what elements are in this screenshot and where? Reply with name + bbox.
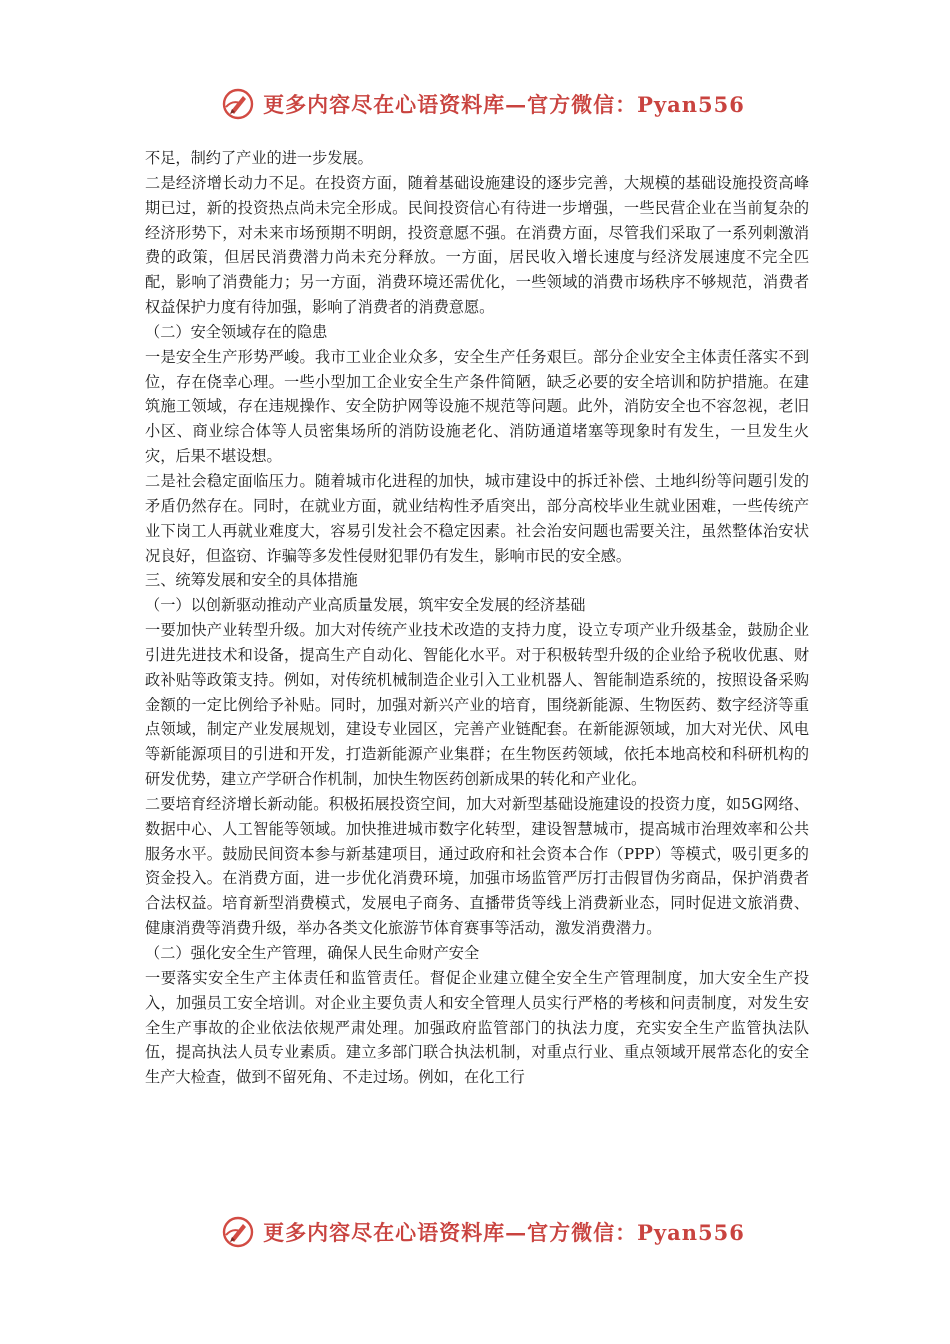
watermark-text: 更多内容尽在心语资料库—官方微信：Pyan556 [263, 1220, 745, 1245]
header-watermark-banner [0, 84, 950, 124]
paragraph: 二要培育经济增长新动能。积极拓展投资空间，加大对新型基础设施建设的投资力度，如5G网络、数据中心、人工智能等领域。加快推进城市数字化转型，建设智慧城市，提高城市治理效率和公共服务水平。鼓励民间资本参与新基建项目，通过政府和社会资本合作（PPP）等模式，吸引更多的资金投入。在消费方面，进一步优化消费环境，加强市场监管严厉打击假冒伪劣商品，保护消费者合法权益。培育新型消费模式，发展电子商务、直播带货等线上消费新业态，同时促进文旅消费、健康消费等消费升级，举办各类文化旅游节体育赛事等活动，激发消费潜力。 [145, 794, 809, 938]
paragraph: 二是社会稳定面临压力。随着城市化进程的加快，城市建设中的拆迁补偿、土地纠纷等问题引发的矛盾仍然存在。同时，在就业方面，就业结构性矛盾突出，部分高校毕业生就业困难，一些传统产业下岗工人再就业难度大，容易引发社会不稳定因素。社会治安问题也需要关注，虽然整体治安状况良好，但盗窃、诈骗等多发性侵财犯罪仍有发生，影响市民的安全感。 [145, 471, 809, 565]
section-heading: （二）安全领域存在的隐患 [145, 322, 328, 341]
footer-watermark-banner [0, 1212, 950, 1252]
paragraph: 不足，制约了产业的进一步发展。 [145, 149, 373, 167]
paragraph: 一要落实安全生产主体责任和监管责任。督促企业建立健全安全生产管理制度，加大安全生产投入，加强员工安全培训。对企业主要负责人和安全管理人员实行严格的考核和问责制度，对发生安全生产事故的企业依法依规严肃处理。加强政府监管部门的执法力度，充实安全生产监管执法队伍，提高执法人员专业素质。建立多部门联合执法机制，对重点行业、重点领域开展常态化的安全生产大检查，做到不留死角、不走过场。例如，在化工行 [145, 968, 809, 1087]
paragraph: 二是经济增长动力不足。在投资方面，随着基础设施建设的逐步完善，大规模的基础设施投资高峰期已过，新的投资热点尚未完全形成。民间投资信心有待进一步增强，一些民营企业在当前复杂的经济形势下，对未来市场预期不明朗，投资意愿不强。在消费方面，尽管我们采取了一系列刺激消费的政策，但居民消费潜力尚未充分释放。一方面，居民收入增长速度与经济发展速度不完全匹配，影响了消费能力；另一方面，消费环境还需优化，一些领域的消费市场秩序不够规范，消费者权益保护力度有待加强，影响了消费者的消费意愿。 [145, 173, 809, 317]
section-heading: （二）强化安全生产管理，确保人民生命财产安全 [145, 944, 480, 962]
document-body [145, 146, 809, 1090]
brand-logo-icon [221, 1215, 255, 1249]
section-heading: 三、统筹发展和安全的具体措施 [145, 571, 358, 590]
section-heading: （一）以创新驱动推动产业高质量发展，筑牢安全发展的经济基础 [145, 596, 586, 615]
watermark-text: 更多内容尽在心语资料库—官方微信：Pyan556 [263, 92, 745, 117]
paragraph: 一是安全生产形势严峻。我市工业企业众多，安全生产任务艰巨。部分企业安全主体责任落实不到位，存在侥幸心理。一些小型加工企业安全生产条件简陋，缺乏必要的安全培训和防护措施。在建筑施工领域，存在违规操作、安全防护网等设施不规范等问题。此外，消防安全也不容忽视，老旧小区、商业综合体等人员密集场所的消防设施老化、消防通道堵塞等现象时有发生，一旦发生火灾，后果不堪设想。 [145, 347, 809, 466]
paragraph: 一要加快产业转型升级。加大对传统产业技术改造的支持力度，设立专项产业升级基金，鼓励企业引进先进技术和设备，提高生产自动化、智能化水平。对于积极转型升级的企业给予税收优惠、财政补贴等政策支持。例如，对传统机械制造企业引入工业机器人、智能制造系统的，按照设备采购金额的一定比例给予补贴。同时，加强对新兴产业的培育，围绕新能源、生物医药、数字经济等重点领域，制定产业发展规划，建设专业园区，完善产业链配套。在新能源领域，加大对光伏、风电等新能源项目的引进和开发，打造新能源产业集群；在生物医药领域，依托本地高校和科研机构的研发优势，建立产学研合作机制，加快生物医药创新成果的转化和产业化。 [145, 621, 809, 789]
brand-logo-icon [221, 87, 255, 121]
